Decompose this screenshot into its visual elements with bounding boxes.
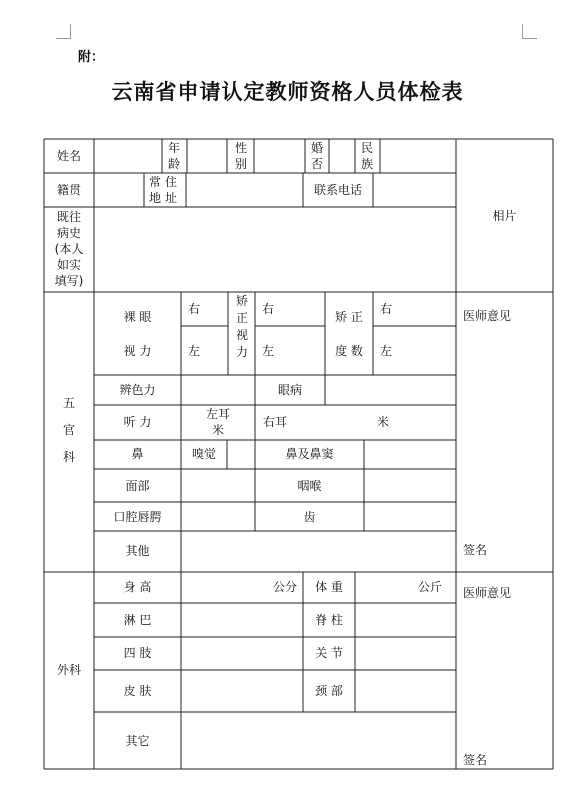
oral-label: 口腔唇腭	[113, 510, 162, 524]
native-place-label: 籍贯	[56, 183, 81, 197]
surgery-signature-label: 签名	[463, 753, 488, 767]
correction-degree-label-2: 度 数	[335, 344, 363, 358]
ent-other-label: 其他	[125, 544, 150, 558]
skin-label: 皮 肤	[123, 684, 152, 698]
surgery-doctor-opinion-label: 医师意见	[463, 586, 512, 600]
naked-vision-label-2: 视 力	[123, 344, 152, 358]
corrected-left-label: 左	[262, 344, 275, 358]
photo-label: 相片	[492, 209, 517, 223]
form-title: 云南省申请认定教师资格人员体检表	[111, 80, 464, 104]
degree-left-label: 左	[380, 344, 393, 358]
spine-label: 脊 柱	[315, 613, 343, 627]
limbs-label: 四 肢	[123, 646, 152, 660]
smell-label: 嗅觉	[191, 447, 216, 461]
ethnicity-label: 民族	[360, 141, 373, 171]
surgery-other-label: 其它	[125, 734, 150, 748]
medical-history-label: 既往病史(本人如实填写)	[54, 210, 84, 288]
corrected-right-label: 右	[262, 302, 275, 316]
ent-doctor-opinion-label: 医师意见	[463, 309, 512, 323]
left-ear-label: 左耳	[205, 407, 230, 421]
corrected-vision-label: 矫正视力	[235, 294, 248, 359]
nasal-sinus-label: 鼻及鼻窦	[285, 447, 334, 461]
teeth-label: 齿	[303, 510, 316, 524]
phone-label: 联系电话	[313, 183, 362, 197]
address-label: 常住地址	[148, 175, 181, 205]
naked-vision-label: 裸 眼	[123, 310, 152, 324]
age-label: 年龄	[167, 141, 180, 171]
hearing-label: 听 力	[123, 415, 152, 429]
ent-section-label: 五官科	[62, 396, 75, 464]
weight-unit: 公斤	[418, 580, 443, 594]
degree-right-label: 右	[380, 302, 393, 316]
color-vision-label: 辨色力	[119, 383, 156, 397]
correction-degree-label: 矫 正	[335, 310, 363, 324]
lymph-label: 淋 巴	[123, 613, 152, 627]
right-ear-label: 右耳	[263, 415, 288, 429]
weight-label: 体 重	[315, 580, 343, 594]
joints-label: 关 节	[315, 646, 343, 660]
nose-label: 鼻	[131, 447, 144, 461]
height-label: 身 高	[123, 580, 152, 594]
marital-status-label: 婚否	[310, 141, 323, 171]
gender-label: 性别	[234, 141, 247, 171]
attachment-label: 附：	[78, 50, 105, 65]
naked-right-label: 右	[188, 302, 201, 316]
height-unit: 公分	[273, 580, 298, 594]
throat-label: 咽喉	[297, 479, 322, 493]
ent-signature-label: 签名	[463, 543, 488, 557]
left-ear-unit: 米	[211, 423, 224, 437]
naked-left-label: 左	[188, 344, 201, 358]
eye-disease-label: 眼病	[277, 383, 302, 397]
surgery-section-label: 外科	[56, 663, 81, 677]
name-label: 姓名	[56, 149, 81, 163]
face-label: 面部	[125, 479, 150, 493]
neck-label: 颈 部	[315, 684, 343, 698]
right-ear-unit: 米	[377, 415, 390, 429]
